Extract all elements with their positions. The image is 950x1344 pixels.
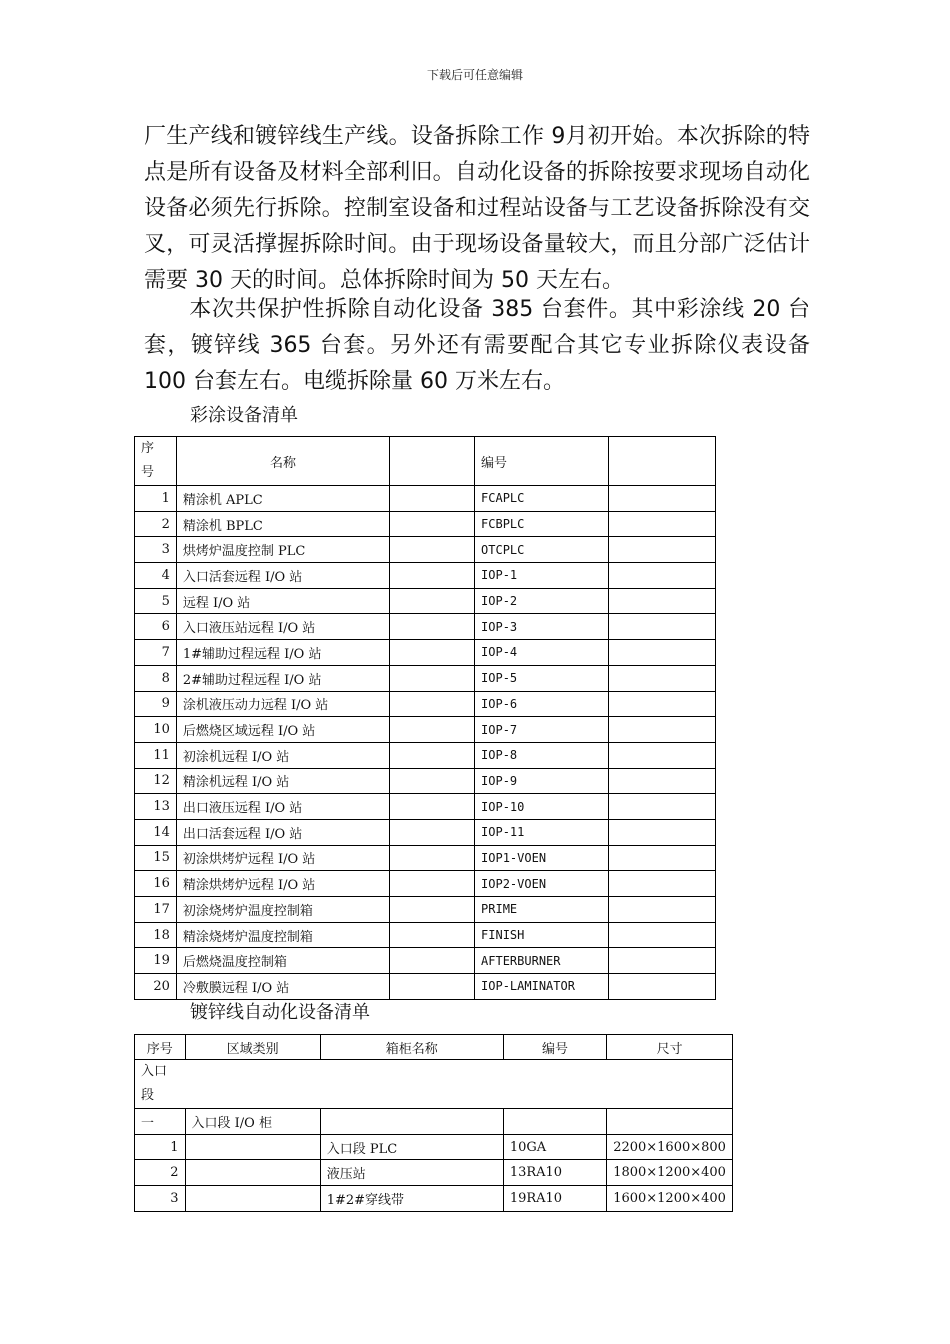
row2-area xyxy=(185,1134,320,1160)
row2-code: 13RA10 xyxy=(503,1160,606,1186)
row-name: 出口活套远程 I/O 站 xyxy=(176,819,389,845)
row-name: 冷敷膜远程 I/O 站 xyxy=(176,974,389,1000)
row2-no: 1 xyxy=(135,1134,186,1160)
row2-size: 1800×1200×400 xyxy=(607,1160,733,1186)
row2-size: 2200×1600×800 xyxy=(607,1134,733,1160)
paragraph-2-text: 本次共保护性拆除自动化设备 385 台套件。其中彩涂线 20 台套，镀锌线 365 台套。另外还有需要配合其它专业拆除仪表设备 100 台套左右。电缆拆除量 60 万米左右。 xyxy=(144,297,810,394)
row-extra xyxy=(608,563,715,589)
row2-cabinet: 入口段 PLC xyxy=(320,1134,503,1160)
table1-header-row xyxy=(135,437,716,486)
table-row xyxy=(135,717,716,743)
row2-no: 2 xyxy=(135,1160,186,1186)
table-row xyxy=(135,922,716,948)
table-row xyxy=(135,537,716,563)
table-row xyxy=(135,897,716,923)
row-no: 20 xyxy=(135,974,177,1000)
table-row xyxy=(135,974,716,1000)
coating-equipment-table xyxy=(134,436,716,1000)
header2-code: 编号 xyxy=(503,1035,606,1060)
page-header: 下载后可任意编辑 xyxy=(426,68,523,82)
row-no: 7 xyxy=(135,640,177,666)
table-row xyxy=(135,1134,733,1160)
group-cabinet xyxy=(320,1109,503,1135)
row-no: 14 xyxy=(135,819,177,845)
row-code: FINISH xyxy=(475,922,609,948)
header-name: 名称 xyxy=(176,437,389,486)
table1-body xyxy=(135,486,716,1000)
table-row xyxy=(135,768,716,794)
row-extra xyxy=(608,794,715,820)
row-name: 精涂机 BPLC xyxy=(176,511,389,537)
row2-size: 1600×1200×400 xyxy=(607,1186,733,1212)
paragraph-2 xyxy=(144,292,810,400)
row-no: 3 xyxy=(135,537,177,563)
row-name: 精涂机远程 I/O 站 xyxy=(176,768,389,794)
row-no: 11 xyxy=(135,742,177,768)
table-row xyxy=(135,819,716,845)
row-blank xyxy=(390,871,475,897)
row-name: 1#辅助过程远程 I/O 站 xyxy=(176,640,389,666)
table-row xyxy=(135,845,716,871)
row2-code: 10GA xyxy=(503,1134,606,1160)
row-extra xyxy=(608,768,715,794)
table-row xyxy=(135,588,716,614)
group-size xyxy=(607,1109,733,1135)
header-code: 编号 xyxy=(475,437,609,486)
row-extra xyxy=(608,922,715,948)
section-label xyxy=(135,1060,733,1109)
row-code: OTCPLC xyxy=(475,537,609,563)
header2-area: 区域类别 xyxy=(185,1035,320,1060)
row-extra xyxy=(608,537,715,563)
row-extra xyxy=(608,974,715,1000)
row-extra xyxy=(608,614,715,640)
row-blank xyxy=(390,768,475,794)
row-extra xyxy=(608,871,715,897)
row-name: 精涂机 APLC xyxy=(176,486,389,512)
row-no: 1 xyxy=(135,486,177,512)
row-blank xyxy=(390,665,475,691)
row-extra xyxy=(608,819,715,845)
table-row xyxy=(135,742,716,768)
row-blank xyxy=(390,794,475,820)
row-blank xyxy=(390,588,475,614)
row-blank xyxy=(390,537,475,563)
row-code: IOP-6 xyxy=(475,691,609,717)
row-no: 17 xyxy=(135,897,177,923)
row-name: 后燃烧区域远程 I/O 站 xyxy=(176,717,389,743)
row-extra xyxy=(608,691,715,717)
row-no: 12 xyxy=(135,768,177,794)
group-code xyxy=(503,1109,606,1135)
table-row xyxy=(135,486,716,512)
row-name: 初涂烘烤炉远程 I/O 站 xyxy=(176,845,389,871)
row-blank xyxy=(390,486,475,512)
row-no: 13 xyxy=(135,794,177,820)
row-extra xyxy=(608,948,715,974)
group-area: 入口段 I/O 柜 xyxy=(185,1109,320,1135)
row-no: 9 xyxy=(135,691,177,717)
row-name: 出口液压远程 I/O 站 xyxy=(176,794,389,820)
row-code: IOP-7 xyxy=(475,717,609,743)
row-name: 初涂机远程 I/O 站 xyxy=(176,742,389,768)
row-code: IOP-11 xyxy=(475,819,609,845)
group-no: 一 xyxy=(135,1109,186,1135)
row-no: 19 xyxy=(135,948,177,974)
row-extra xyxy=(608,665,715,691)
row-no: 10 xyxy=(135,717,177,743)
row-name: 烘烤炉温度控制 PLC xyxy=(176,537,389,563)
table-row xyxy=(135,640,716,666)
row-extra xyxy=(608,511,715,537)
row-blank xyxy=(390,974,475,1000)
row-no: 2 xyxy=(135,511,177,537)
row-name: 入口活套远程 I/O 站 xyxy=(176,563,389,589)
row-blank xyxy=(390,511,475,537)
row-blank xyxy=(390,614,475,640)
row2-no: 3 xyxy=(135,1186,186,1212)
row-extra xyxy=(608,640,715,666)
row-no: 6 xyxy=(135,614,177,640)
row-code: IOP-2 xyxy=(475,588,609,614)
row-code: FCAPLC xyxy=(475,486,609,512)
row-blank xyxy=(390,897,475,923)
row-no: 4 xyxy=(135,563,177,589)
row-code: IOP-1 xyxy=(475,563,609,589)
row-name: 涂机液压动力远程 I/O 站 xyxy=(176,691,389,717)
row-extra xyxy=(608,588,715,614)
row-name: 远程 I/O 站 xyxy=(176,588,389,614)
row-no: 5 xyxy=(135,588,177,614)
row-blank xyxy=(390,717,475,743)
table-row xyxy=(135,691,716,717)
row-extra xyxy=(608,897,715,923)
row-name: 入口液压站远程 I/O 站 xyxy=(176,614,389,640)
row-code: IOP-5 xyxy=(475,665,609,691)
row-blank xyxy=(390,742,475,768)
row-blank xyxy=(390,691,475,717)
row-blank xyxy=(390,845,475,871)
header2-no: 序号 xyxy=(135,1035,186,1060)
row-extra xyxy=(608,717,715,743)
table2-section-row xyxy=(135,1060,733,1109)
section-label-text: 入口段 xyxy=(141,1064,168,1103)
row2-cabinet: 液压站 xyxy=(320,1160,503,1186)
row-code: PRIME xyxy=(475,897,609,923)
row2-area xyxy=(185,1186,320,1212)
table-row xyxy=(135,665,716,691)
row-blank xyxy=(390,819,475,845)
table-row xyxy=(135,794,716,820)
header2-cabinet: 箱柜名称 xyxy=(320,1035,503,1060)
row-code: FCBPLC xyxy=(475,511,609,537)
row-code: IOP-8 xyxy=(475,742,609,768)
table-row xyxy=(135,871,716,897)
table2-header-row xyxy=(135,1035,733,1060)
table-row xyxy=(135,511,716,537)
row-no: 8 xyxy=(135,665,177,691)
header-no xyxy=(135,437,177,486)
row-code: IOP-4 xyxy=(475,640,609,666)
row-blank xyxy=(390,563,475,589)
table2-caption: 镀锌线自动化设备清单 xyxy=(190,1002,370,1023)
table-row xyxy=(135,614,716,640)
galvanizing-equipment-table xyxy=(134,1034,733,1212)
row-no: 18 xyxy=(135,922,177,948)
header-blank xyxy=(390,437,475,486)
row2-cabinet: 1#2#穿线带 xyxy=(320,1186,503,1212)
row-name: 后燃烧温度控制箱 xyxy=(176,948,389,974)
row-name: 初涂烧烤炉温度控制箱 xyxy=(176,897,389,923)
row-name: 精涂烘烤炉远程 I/O 站 xyxy=(176,871,389,897)
paragraph-1: 厂生产线和镀锌线生产线。设备拆除工作 9月初开始。本次拆除的特点是所有设备及材料全部利旧。自动化设备的拆除按要求现场自动化设备必须先行拆除。控制室设备和过程站设备与工艺设备拆除没有交叉，可灵活撑握拆除时间。由于现场设备量较大，而且分部广泛估计需要 30 天的时间。总体拆除时间为 50 天左右。 xyxy=(144,124,810,293)
row2-code: 19RA10 xyxy=(503,1186,606,1212)
table-row xyxy=(135,563,716,589)
header-extra xyxy=(608,437,715,486)
header2-size: 尺寸 xyxy=(607,1035,733,1060)
row-code: IOP1-VOEN xyxy=(475,845,609,871)
table2-body xyxy=(135,1134,733,1211)
row-extra xyxy=(608,845,715,871)
row-code: IOP-LAMINATOR xyxy=(475,974,609,1000)
row2-area xyxy=(185,1160,320,1186)
table-row xyxy=(135,948,716,974)
row-code: AFTERBURNER xyxy=(475,948,609,974)
header-no-text: 序号 xyxy=(141,441,155,480)
row-code: IOP2-VOEN xyxy=(475,871,609,897)
row-blank xyxy=(390,948,475,974)
table-row xyxy=(135,1186,733,1212)
row-code: IOP-3 xyxy=(475,614,609,640)
table-row xyxy=(135,1160,733,1186)
row-code: IOP-10 xyxy=(475,794,609,820)
row-no: 15 xyxy=(135,845,177,871)
row-blank xyxy=(390,640,475,666)
row-name: 2#辅助过程远程 I/O 站 xyxy=(176,665,389,691)
row-code: IOP-9 xyxy=(475,768,609,794)
row-name: 精涂烧烤炉温度控制箱 xyxy=(176,922,389,948)
row-extra xyxy=(608,486,715,512)
row-no: 16 xyxy=(135,871,177,897)
row-extra xyxy=(608,742,715,768)
table1-caption: 彩涂设备清单 xyxy=(190,405,298,426)
row-blank xyxy=(390,922,475,948)
table2-group-row xyxy=(135,1109,733,1135)
